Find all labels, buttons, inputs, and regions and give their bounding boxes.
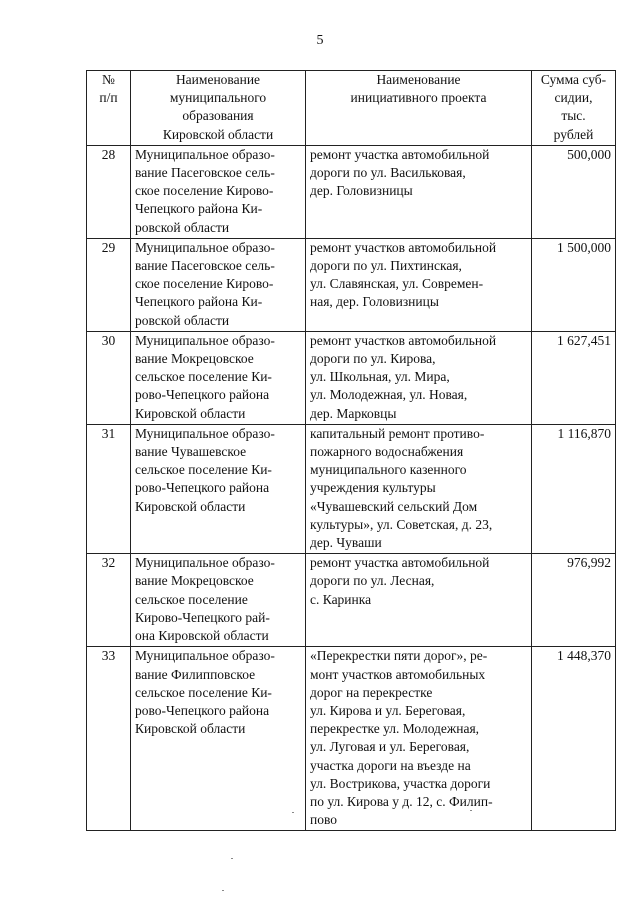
municipality-name: Муниципальное образо- вание Мокрецовское сельское поселение Ки- рово-Чепецкого района Кировской области [131,331,306,424]
project-name: капитальный ремонт противо- пожарного водоснабжения муниципального казенного учреждения культуры «Чувашевский сельский Дом культуры», ул. Советская, д. 23, дер. Чуваши [306,424,532,553]
header-number: № п/п [87,71,131,146]
table-header-row [87,71,616,146]
table-row [87,331,616,424]
project-name: ремонт участка автомобильной дороги по ул. Васильковая, дер. Головизницы [306,145,532,238]
municipality-name: Муниципальное образо- вание Пасеговское сель- ское поселение Кирово- Чепецкого района Ки- ровской области [131,238,306,331]
subsidy-amount: 1 500,000 [532,238,616,331]
table-row [87,554,616,647]
subsidy-table [86,70,616,831]
table-row [87,145,616,238]
page-number: 5 [316,33,324,48]
project-name: «Перекрестки пяти дорог», ре- монт участков автомобильных дорог на перекрестке ул. Кирова и ул. Береговая, перекрестке ул. Молодежная, ул. Луговая и ул. Береговая, участка дороги на въезде на ул. Вострикова, участка дороги по ул. Кирова у д. 12, с. Филип- пово [306,647,532,831]
subsidy-amount: 1 448,370 [532,647,616,831]
row-number: 29 [87,238,131,331]
project-name: ремонт участков автомобильной дороги по ул. Кирова, ул. Школьная, ул. Мира, ул. Молодежная, ул. Новая, дер. Марковцы [306,331,532,424]
scan-speck [470,810,472,811]
row-number: 32 [87,554,131,647]
scan-speck [292,812,294,813]
subsidy-amount: 976,992 [532,554,616,647]
header-project: Наименование инициативного проекта [306,71,532,146]
project-name: ремонт участков автомобильной дороги по ул. Пихтинская, ул. Славянская, ул. Современ- ная, дер. Головизницы [306,238,532,331]
row-number: 28 [87,145,131,238]
table-row [87,647,616,831]
header-subsidy-sum: Сумма суб- сидии, тыс. рублей [532,71,616,146]
header-municipality: Наименование муниципального образования Кировской области [131,71,306,146]
municipality-name: Муниципальное образо- вание Пасеговское сель- ское поселение Кирово- Чепецкого района Ки- ровской области [131,145,306,238]
row-number: 31 [87,424,131,553]
table-row [87,424,616,553]
municipality-name: Муниципальное образо- вание Филипповское сельское поселение Ки- рово-Чепецкого района Кировской области [131,647,306,831]
municipality-name: Муниципальное образо- вание Чувашевское сельское поселение Ки- рово-Чепецкого района Кировской области [131,424,306,553]
scan-speck [231,858,233,859]
subsidy-amount: 1 627,451 [532,331,616,424]
subsidy-amount: 500,000 [532,145,616,238]
municipality-name: Муниципальное образо- вание Мокрецовское сельское поселение Кирово-Чепецкого рай- она Кировской области [131,554,306,647]
row-number: 30 [87,331,131,424]
project-name: ремонт участка автомобильной дороги по ул. Лесная, с. Каринка [306,554,532,647]
scan-speck [222,890,224,891]
row-number: 33 [87,647,131,831]
table-row [87,238,616,331]
subsidy-amount: 1 116,870 [532,424,616,553]
